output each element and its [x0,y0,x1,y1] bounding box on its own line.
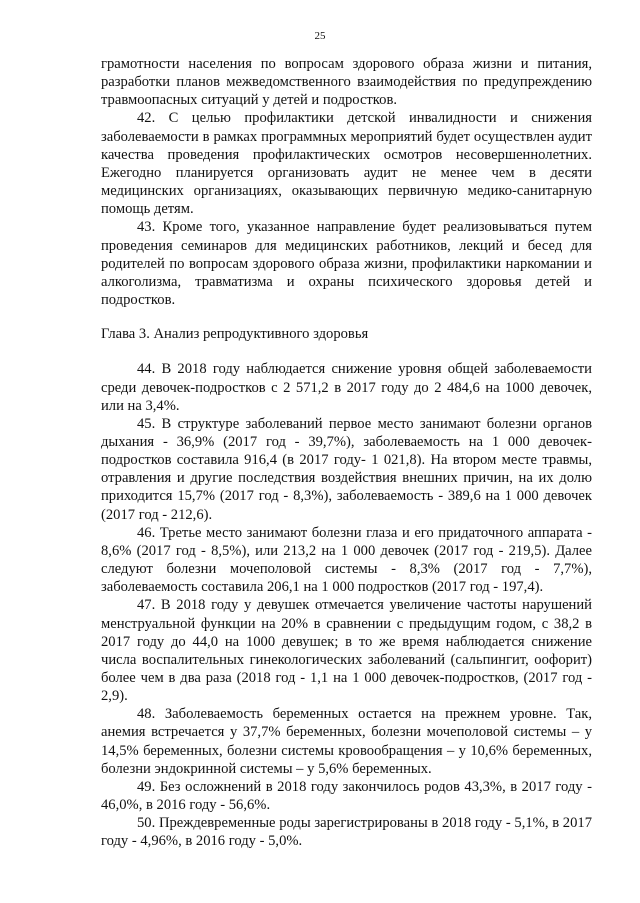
document-body [101,55,592,851]
paragraph-43: 43. Кроме того, указанное направление будет реализовываться путем проведения семинаров для медицинских работников, лекций и бесед для родителей по вопросам здорового образа жизни, профилактики наркомании и алкоголизма, травматизма и охраны психического здоровья детей и подростков. [101,219,592,309]
page-number: 25 [314,30,326,42]
paragraph-44: 44. В 2018 году наблюдается снижение уровня общей заболеваемости среди девочек-подростков с 2 571,2 в 2017 году до 2 484,6 на 1000 девочек, или на 3,4%. [101,361,592,414]
paragraph-continuation: грамотности населения по вопросам здорового образа жизни и питания, разработки планов межведомственного взаимодействия по предупреждению травмоопасных ситуаций у детей и подростков. [101,56,592,109]
chapter-heading: Глава 3. Анализ репродуктивного здоровья [101,326,369,343]
paragraph-50: 50. Преждевременные роды зарегистрированы в 2018 году - 5,1%, в 2017 году - 4,96%, в 2016 году - 5,0%. [101,815,592,850]
paragraph-42: 42. С целью профилактики детской инвалидности и снижения заболеваемости в рамках программных мероприятий будет осуществлен аудит качества проведения профилактических осмотров несовершеннолетних. Ежегодно планируется организовать аудит не менее чем в десяти медицинских организациях, оказывающих первичную медико-санитарную помощь детям. [101,110,592,218]
paragraph-47: 47. В 2018 году у девушек отмечается увеличение частоты нарушений менструальной функции на 20% в сравнении с предыдущим годом, с 38,2 в 2017 году до 44,0 на 1000 девушек; в то же время наблюдается снижение числа воспалительных гинекологических заболеваний (сальпингит, оофорит) более чем в два раза (2018 год - 1,1 на 1 000 девочек-подростков, (2017 год - 2,9). [101,597,592,705]
paragraph-45: 45. В структуре заболеваний первое место занимают болезни органов дыхания - 36,9% (2017 год - 39,7%), заболеваемость на 1 000 девочек-подростков составила 916,4 (в 2017 году- 1 021,8). На втором месте травмы, отравления и другие последствия воздействия внешних причин, на их долю приходится 15,7% (2017 год - 8,3%), заболеваемость - 389,6 на 1 000 девочек (2017 год - 212,6). [101,415,592,523]
paragraph-46: 46. Третье место занимают болезни глаза и его придаточного аппарата - 8,6% (2017 год - 8,5%), или 213,2 на 1 000 девочек (2017 год - 219,5). Далее следуют болезни мочеполовой системы - 8,3% (2017 год - 7,7%), заболеваемость составила 206,1 на 1 000 подростков (2017 год - 197,4). [101,524,592,596]
paragraph-49: 49. Без осложнений в 2018 году закончилось родов 43,3%, в 2017 году - 46,0%, в 2016 году - 56,6%. [101,778,592,814]
paragraph-48: 48. Заболеваемость беременных остается на прежнем уровне. Так, анемия встречается у 37,7% беременных, болезни мочеполовой системы – у 14,5% беременных, болезни системы кровообращения – у 10,6% беременных, болезни эндокринной системы – у 5,6% беременных. [101,706,592,777]
